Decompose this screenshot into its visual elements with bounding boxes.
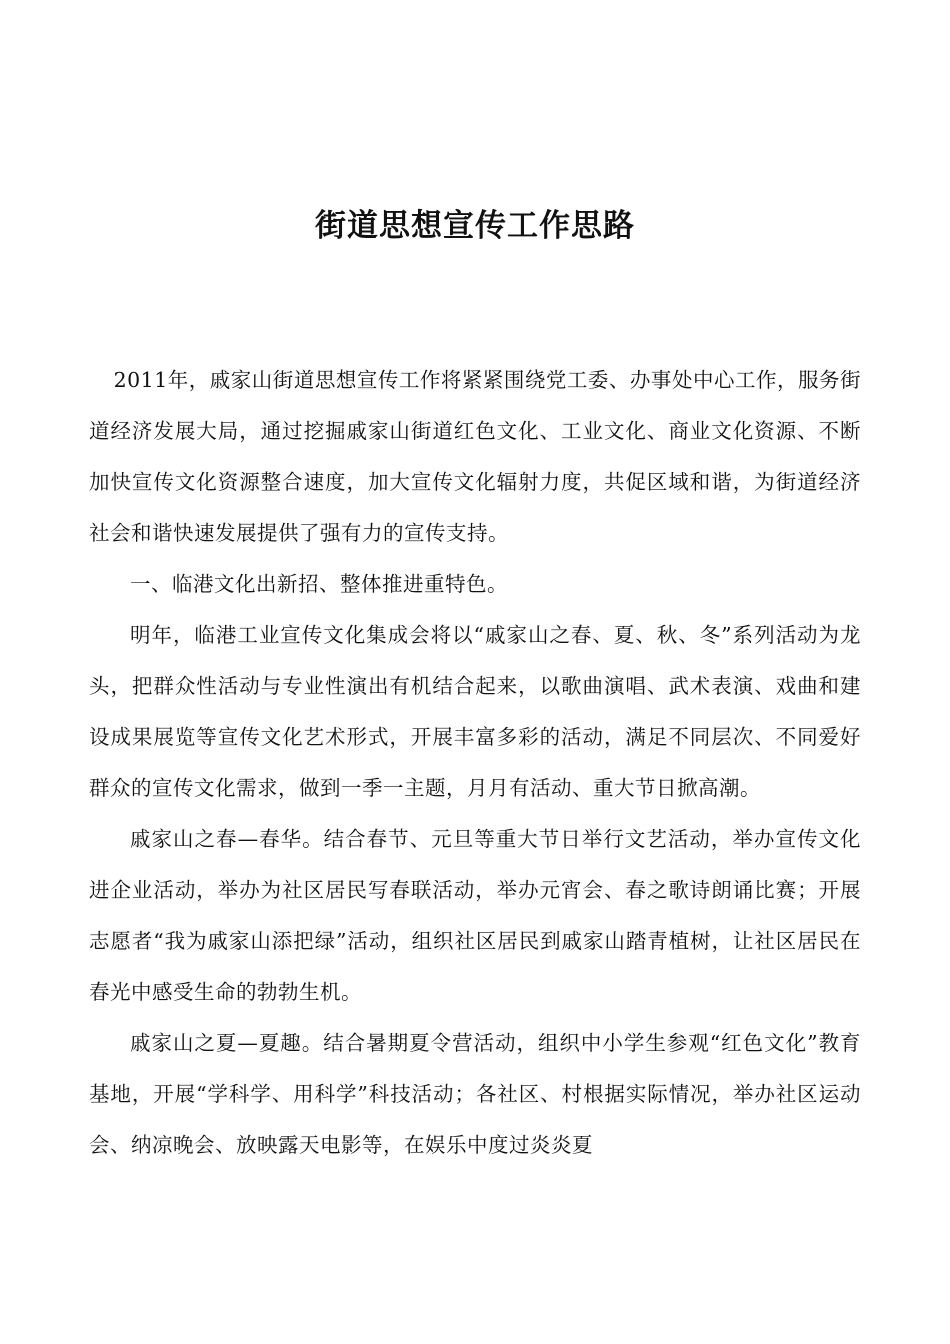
paragraph-summer: 戚家山之夏—夏趣。结合暑期夏令营活动，组织中小学生参观“红色文化”教育基地，开展“学科学、用科学”科技活动；各社区、村根据实际情况，举办社区运动会、纳凉晚会、放映露天电影等，在娱乐中度过炎炎夏 [89,1031,861,1157]
paragraph-intro: 2011年，戚家山街道思想宣传工作将紧紧围绕党工委、办事处中心工作，服务街道经济发展大局，通过挖掘戚家山街道红色文化、工业文化、商业文化资源、不断加快宣传文化资源整合速度，加大宣传文化辐射力度，共促区域和谐，为街道经济社会和谐快速发展提供了强有力的宣传支持。 [89,368,861,545]
paragraph-section-heading: 一、临港文化出新招、整体推进重特色。 [130,572,508,596]
paragraph-spring: 戚家山之春—春华。结合春节、元旦等重大节日举行文艺活动，举办宣传文化进企业活动，举办为社区居民写春联活动，举办元宵会、春之歌诗朗诵比赛；开展志愿者“我为戚家山添把绿”活动，组织社区居民到戚家山踏青植树，让社区居民在春光中感受生命的勃勃生机。 [89,827,861,1004]
paragraph-plan: 明年，临港工业宣传文化集成会将以“戚家山之春、夏、秋、冬”系列活动为龙头，把群众性活动与专业性演出有机结合起来，以歌曲演唱、武术表演、戏曲和建设成果展览等宣传文化艺术形式，开展丰富多彩的活动，满足不同层次、不同爱好群众的宣传文化需求，做到一季一主题，月月有活动、重大节日掀高潮。 [89,623,861,800]
document-title: 街道思想宣传工作思路 [315,208,635,244]
document-body [89,355,861,1171]
